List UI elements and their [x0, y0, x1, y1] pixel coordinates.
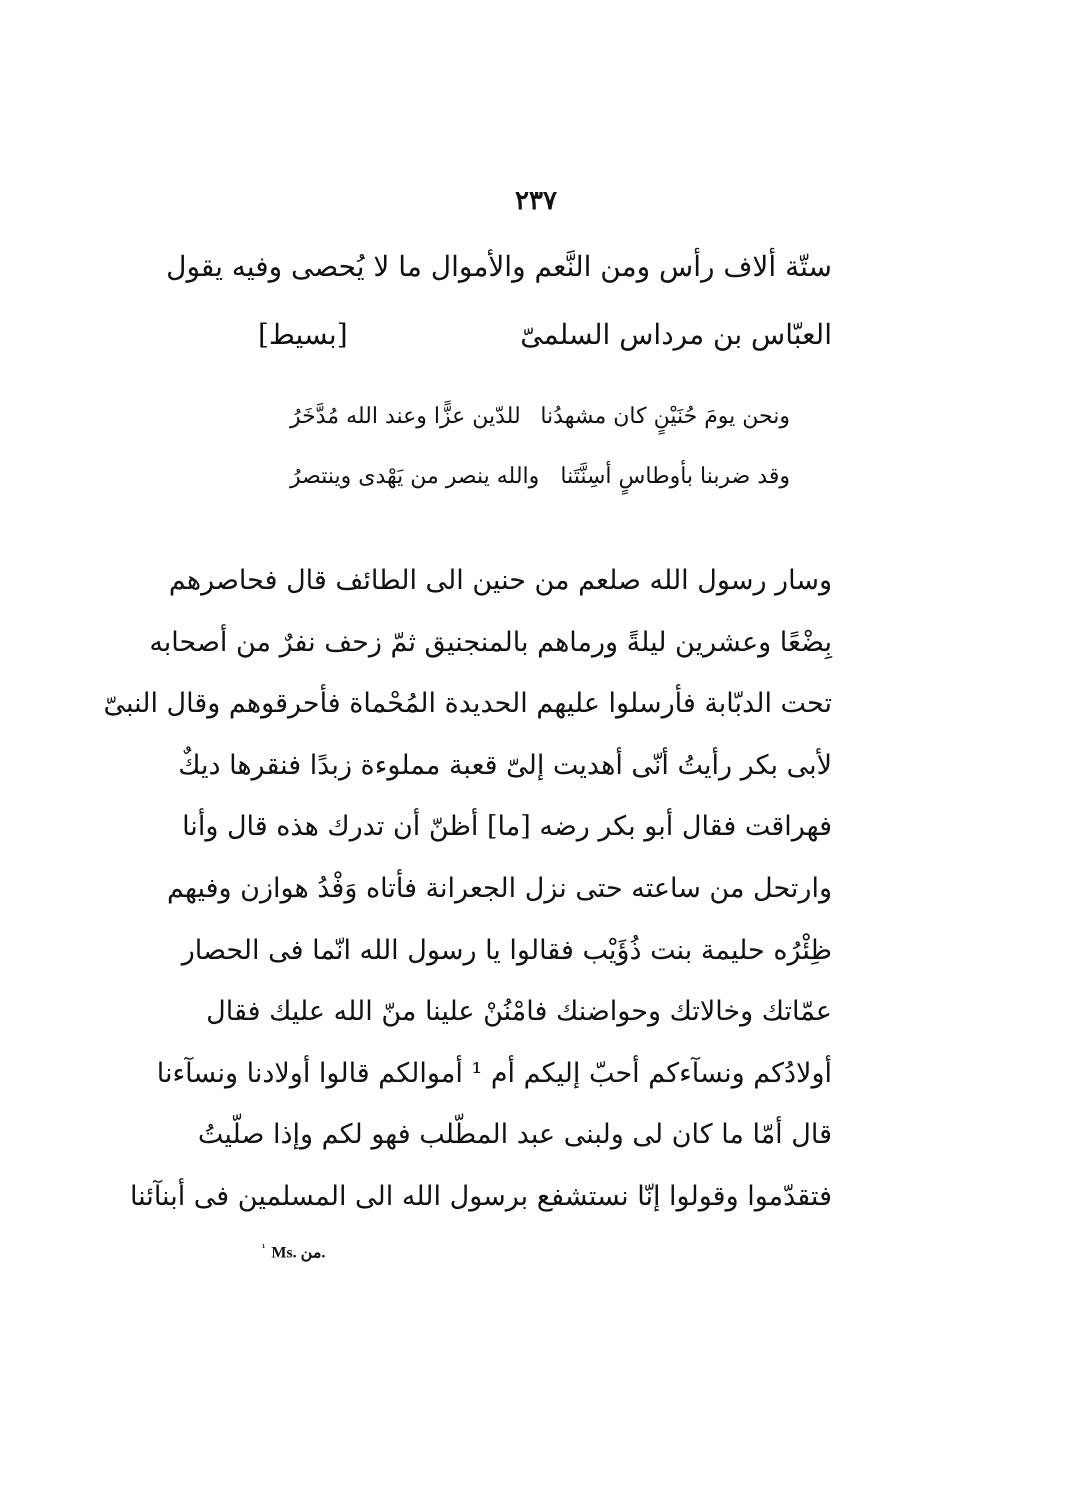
footnote — [262, 1242, 325, 1262]
intro-line-1: ستّة ألاف رأس ومن النَّعم والأموال ما لا يُحصى وفيه يقول — [166, 250, 832, 283]
page-number: ٢٣٧ — [515, 186, 557, 216]
prose-line: ظِئْرُه حليمة بنت ذُؤَيْب فقالوا يا رسول الله انّما فى الحصار — [181, 934, 832, 966]
prose-line: عمّاتك وخالاتك وحواضنك فامْنُنْ علينا منّ الله عليك فقال — [206, 996, 832, 1028]
prose-line: وارتحل من ساعته حتى نزل الجعرانة فأتاه وَفْدُ هوازن وفيهم — [167, 872, 832, 904]
verse-1 — [290, 404, 790, 444]
prose-line: تحت الدبّابة فأرسلوا عليهم الحديدة المُحْماة فأحرقوهم وقال النبىّ — [103, 688, 832, 720]
intro-line-2: العبّاس بن مرداس السلمىّ — [520, 318, 832, 351]
meter-label: [بسيط] — [258, 318, 348, 351]
verse-2-second-hemistich: والله ينصر من يَهْدى وينتصرُ — [290, 464, 540, 489]
verse-2-first-hemistich: وقد ضربنا بأوطاسٍ أسِنَّتَنا — [560, 464, 790, 489]
prose-line: فتقدّموا وقولوا إنّا نستشفع برسول الله الى المسلمين فى أبنآئنا — [129, 1180, 832, 1212]
footnote-mark: ¹ — [262, 1242, 266, 1254]
prose-line: بِضْعًا وعشرين ليلةً ورماهم بالمنجنيق ثمّ زحف نفرٌ من أصحابه — [149, 626, 832, 658]
prose-line: لأبى بكر رأيتُ أنّى أهديت إلىّ قعبة مملوءة زبدًا فنقرها ديكٌ — [178, 749, 832, 781]
verse-1-second-hemistich: للدّين عزًّا وعند الله مُدَّخَرُ — [290, 404, 521, 429]
footnote-text: Ms. من. — [271, 1244, 326, 1262]
verse-2 — [290, 464, 790, 504]
prose-line: أولادُكم ونسآءكم أحبّ إليكم أم ¹ أموالكم قالوا أولادنا ونسآءنا — [156, 1057, 832, 1089]
prose-line: وسار رسول الله صلعم من حنين الى الطائف قال فحاصرهم — [168, 565, 832, 596]
verse-1-first-hemistich: ونحن يومَ حُنَيْنٍ كان مشهدُنا — [540, 404, 790, 429]
prose-paragraph — [103, 550, 832, 1228]
prose-line: فهراقت فقال أبو بكر رضه [ما] أظنّ أن تدرك هذه قال وأنا — [182, 811, 832, 843]
prose-line: قال أمّا ما كان لى ولبنى عبد المطّلب فهو لكم وإذا صلّيتُ — [197, 1119, 832, 1151]
